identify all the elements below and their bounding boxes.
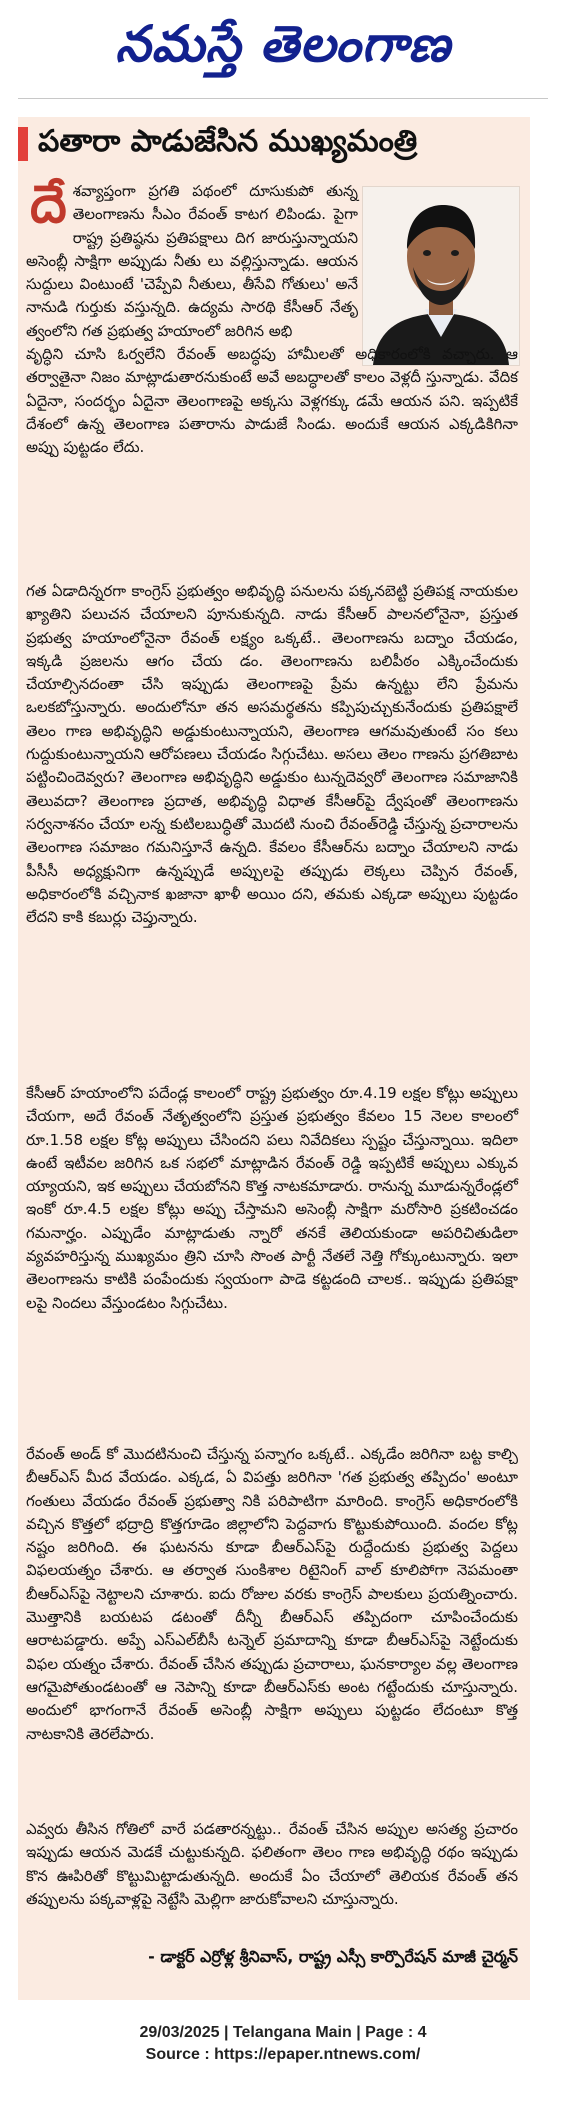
masthead-divider <box>18 98 548 99</box>
masthead <box>0 0 566 98</box>
masthead-logo: నమస్తే తెలంగాణ <box>115 14 451 73</box>
article-paragraph-3: కేసీఆర్ హయాంలోని పదేండ్ల కాలంలో రాష్ట్ర ప్రభుత్వం రూ.4.19 లక్షల కోట్లు అప్పులు చేయగా, అదే రేవంత్ నేతృత్వంలోని ప్రస్తుత ప్రభుత్వం కేవలం 15 నెలల కాలంలో రూ.1.58 లక్షల కోట్ల అప్పులు చేసిందని పలు నివేదికలు స్పష్టం చేస్తున్నాయి. ఇదిలా ఉంటే ఇటీవల జరిగిన ఒక సభలో మాట్లాడిన రేవంత్ రెడ్డి ఇప్పటికే అప్పులు ఎక్కువ య్యాయని, ఇక అప్పులు చేయబోనని కొత్త నాటకమాడారు. రానున్న మూడున్నరేండ్లలో ఇంకో రూ.4.5 లక్షల కోట్లు అప్పు చేస్తామని అసెంబ్లీ సాక్షిగా మరోసారి ప్రకటించడం గమనార్హం. ఎప్పుడేం మాట్లాడుతు న్నారో తనకే తెలియకుండా అపరిచితుడిలా వ్యవహరిస్తున్న ముఖ్యమం త్రిని చూసి సొంత పార్టీ నేతలే నెత్తి గోక్కుంటున్నారు. ఇలా తెలంగాణను కాటికి పంపేందుకు స్వయంగా పాడె కట్టడంది చాలక.. ఇప్పుడు ప్రతిపక్షా లపై నిందలు వేస్తుండటం సిగ్గుచేటు. <box>26 1084 518 1312</box>
article-paragraph-1 <box>26 174 518 460</box>
paragraph-1-full-text: వృద్ధిని చూసి ఓర్వలేని రేవంత్ అబద్ధపు హామీలతో అధికారంలోకి వచ్చారు. ఆ తర్వాతైనా నిజం మాట్లాడుతారనుకుంటే అవే అబద్ధాలతో కాలం వెళ్లదీ స్తున్నాడు. వేదిక ఏదైనా, సందర్భం ఏదైనా తెలంగాణపై అక్కసు వెళ్లగక్కు డమే ఆయన పని. ఇప్పటికే దేశంలో ఉన్న తెలంగాణ పతారాను పాడుజే సిండు. అందుకే ఆయన ఎక్కడికిగినా అప్పు పుట్టడం లేదు. <box>26 345 518 457</box>
article-paragraph-4: రేవంత్ అండ్ కో మొదటినుంచి చేస్తున్న పన్నాగం ఒక్కటే.. ఎక్కడేం జరిగినా బట్ట కాల్చి బీఆర్‌ఎస్ మీద వేయడం. ఎక్కడ, ఏ విపత్తు జరిగినా 'గత ప్రభుత్వ తప్పిదం' అంటూ గంతులు వేయడం రేవంత్ ప్రభుత్వా నికి పరిపాటిగా మారింది. కాంగ్రెస్ అధికారంలోకి వచ్చిన కొత్తలో భద్రాద్రి కొత్తగూడెం జిల్లాలోని పెద్దవాగు కొట్టుకుపోయింది. వందల కోట్ల నష్టం జరిగింది. ఈ ఘటనను కూడా బీఆర్‌ఎస్‌పై రుద్దేందుకు ప్రభుత్వ పెద్దలు విఫలయత్నం చేశారు. ఆ తర్వాత సుంకిశాల రిటైనింగ్ వాల్ కూలిపోగా నెపమంతా బీఆర్‌ఎస్‌పై నెట్టాలని చూశారు. ఐదు రోజుల వరకు కాంగ్రెస్ పాలకులు ప్రయత్నించారు. మొత్తానికి బయటప డటంతో దీన్నీ బీఆర్‌ఎస్ తప్పిదంగా చూపించేందుకు ఆరాటపడ్డారు. అప్పే ఎస్‌ఎల్‌బీసీ టన్నెల్ ప్రమాదాన్ని కూడా బీఆర్‌ఎస్‌పై నెట్టేందుకు విఫల యత్నం చేశారు. రేవంత్ చేసిన తప్పుడు ప్రచారాలు, ఘనకార్యాల వల్ల తెలంగాణ ఆగమైపోతుండటంతో ఆ నెపాన్ని కూడా బీఆర్‌ఎస్‌కు అంట గట్టేందుకు చూస్తున్నారు. అందులో భాగంగానే రేవంత్ అసెంబ్లీ సాక్షిగా అప్పులు పుట్టడం లేదంటూ కొత్త నాటకానికి తెరలేపారు. <box>26 1445 518 1743</box>
drop-cap: దే <box>30 174 67 235</box>
source-link[interactable]: Source : https://epaper.ntnews.com/ <box>145 2046 421 2063</box>
edition-info: 29/03/2025 | Telangana Main | Page : 4 <box>139 2024 427 2041</box>
paragraph-1-wrapped-text: శవ్యాప్తంగా ప్రగతి పథంలో దూసుకుపో తున్న తెలంగాణను సీఎం రేవంత్ కాటగ లిపిండు. పైగా రాష్ట్ర ప్రతిష్ఠను ప్రతిపక్షాలు దిగ జారుస్తున్నాయని అసెంబ్లీ సాక్షిగా అప్పుడు నీతు లు వల్లిస్తున్నాడు. ఆయన సుద్దులు వింటుంటే 'చెప్పేవి నీతులు, తీసేవి గోతులు' అనే నానుడి గుర్తుకు వస్తున్నది. ఉద్యమ సారథి కేసీఆర్ నేతృ త్వంలోని గత ప్రభుత్వ హయాంలో జరిగిన అభి <box>26 182 358 340</box>
headline-accent-bar <box>18 127 28 161</box>
article-headline: పతారా పాడుజేసిన ముఖ్యమంత్రి <box>38 124 418 159</box>
article-paragraph-5: ఎవ్వరు తీసిన గోతిలో వారే పడతారన్నట్టు.. రేవంత్ చేసిన అప్పుల అసత్య ప్రచారం ఇప్పుడు ఆయన మెడకే చుట్టుకున్నది. ఫలితంగా తెలం గాణ అభివృద్ధి రథం ఇప్పుడు కొన ఊపిరితో కొట్టుమిట్టాడుతున్నది. అందుకే ఏం చేయాలో తెలియక రేవంత్ తన తప్పులను పక్కవాళ్లపై నెట్టేసి మెల్లిగా జారుకోవాలని చూస్తున్నారు. <box>26 1820 518 1908</box>
article-paragraph-2: గత ఏడాదిన్నరగా కాంగ్రెస్ ప్రభుత్వం అభివృద్ధి పనులను పక్కనబెట్టి ప్రతిపక్ష నాయకుల ఖ్యాతిని పలుచన చేయాలని పూనుకున్నది. నాడు కేసీఆర్ పాలనలోనైనా, ప్రస్తుత ప్రభుత్వ హయాంలోనైనా రేవంత్ లక్ష్యం ఒక్కటే.. తెలంగాణను బద్నాం చేయడం, ఇక్కడి ప్రజలను ఆగం చేయ డం. తెలంగాణను బలిపీఠం ఎక్కించేందుకు చేయాల్సినదంతా చేసి ఇప్పుడు తెలంగాణపై ప్రేమ ఉన్నట్టు లేని ప్రేమను ఒలకబోస్తున్నారు. అందులోనూ తన అసమర్థతను కప్పిపుచ్చుకునేందుకు ప్రతిపక్షాలే తెలం గాణ అభివృద్ధిని అడ్డుకుంటున్నాయని, తెలంగాణ ఆగమవుతుంటే సం కలు గుద్దుకుంటున్నాయని ఆరోపణలు చేయడం సిగ్గుచేటు. అసలు తెలం గాణను ప్రగతిబాట పట్టించిందెవ్వరు? తెలంగాణ అభివృద్ధిని అడ్డుకుం టున్నదెవ్వరో తెలంగాణ సమాజానికి తెలువదా? తెలంగాణ ప్రదాత, అభివృద్ధి విధాత కేసీఆర్‌పై ద్వేషంతో తెలంగాణను సర్వనాశనం చేయా లన్న కుటిలబుద్ధితో మొదటి నుంచి రేవంత్‌రెడ్డి చేస్తున్న ప్రచారాలను తెలంగాణ సమాజం గమనిస్తూనే ఉన్నది. కేవలం కేసీఆర్‌ను బద్నాం చేయాలని నాడు పీసీసీ అధ్యక్షునిగా ఉన్నప్పుడే అప్పులపై తప్పుడు లెక్కలు చెప్పిన రేవంత్, అధికారంలోకి వచ్చినాక ఖజానా ఖాళీ అయిం దని, తమకు ఎక్కడా అప్పులు పుట్టడం లేదని కాకి కబుర్లు చెప్తున్నారు. <box>26 582 518 927</box>
author-byline: - డాక్టర్ ఎర్రోళ్ల శ్రీనివాస్, రాష్ట్ర ఎస్సీ కార్పొరేషన్ మాజీ చైర్మన్ <box>148 1947 518 1966</box>
